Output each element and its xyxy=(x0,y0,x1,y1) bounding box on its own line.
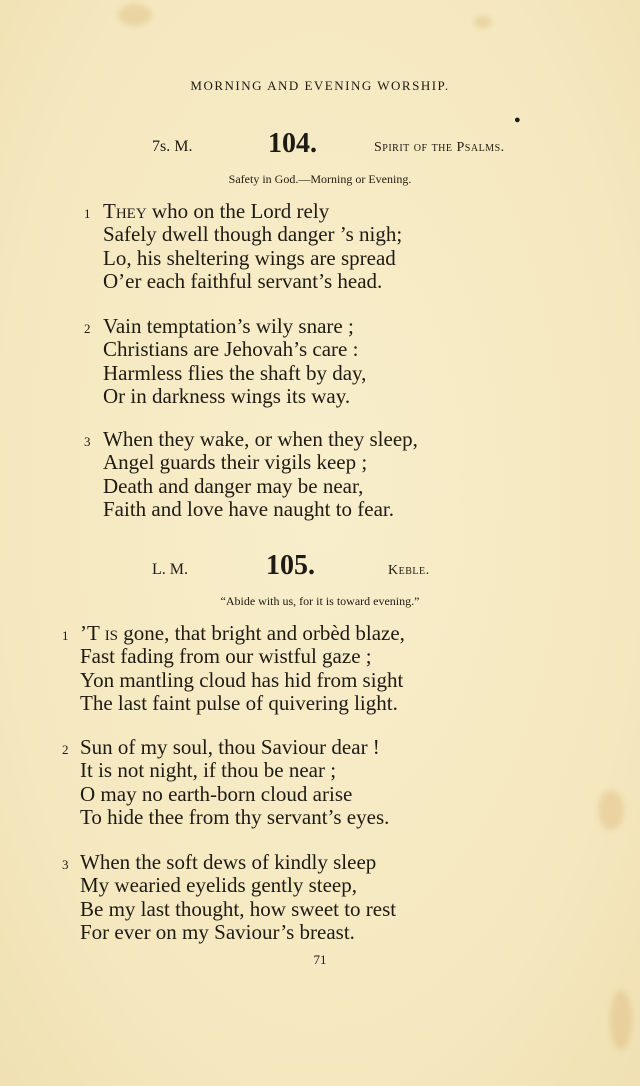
hymn-attribution: Keble. xyxy=(388,563,430,578)
hymn-meter: 7s. M. xyxy=(152,138,193,155)
hymn-number: 104. xyxy=(268,128,317,159)
verse-line: Fast fading from our wistful gaze ; xyxy=(80,644,372,669)
verse-line xyxy=(103,200,402,223)
printer-ornament: ● xyxy=(514,114,521,126)
verse-first-word: ’T is xyxy=(80,621,119,645)
verse-line: O’er each faithful servant’s head. xyxy=(103,268,383,293)
hymn-subtitle: “Abide with us, for it is toward evening.” xyxy=(220,594,420,608)
hymn-104-header xyxy=(0,128,640,164)
verse-line: Harmless flies the shaft by day, xyxy=(103,360,367,385)
verse-line: My wearied eyelids gently steep, xyxy=(80,873,357,898)
stanza-number: 2 xyxy=(84,321,91,336)
paper-stain xyxy=(474,16,492,28)
verse-line: Safely dwell though danger ’s nigh; xyxy=(103,222,403,247)
verse-line: Death and danger may be near, xyxy=(103,473,364,498)
verse-line-text: gone, that bright and orbèd blaze, xyxy=(118,621,405,645)
stanza-number: 3 xyxy=(62,857,69,872)
verse-line: Vain temptation’s wily snare ; xyxy=(103,314,354,338)
stanza xyxy=(84,314,367,408)
running-head: MORNING AND EVENING WORSHIP. xyxy=(190,78,450,93)
verse-line: Sun of my soul, thou Saviour dear ! xyxy=(80,735,380,759)
verse-line: O may no earth-born cloud arise xyxy=(80,781,353,806)
stanza-number: 3 xyxy=(84,434,91,449)
verse-line-text: who on the Lord rely xyxy=(146,199,330,223)
hymn-number: 105. xyxy=(266,550,315,581)
verse-line xyxy=(80,622,405,645)
verse-line: For ever on my Saviour’s breast. xyxy=(80,919,355,944)
page-number: 71 xyxy=(313,952,327,967)
verse-line: Yon mantling cloud has hid from sight xyxy=(80,667,404,692)
stanza xyxy=(62,621,405,715)
verse-line: Christians are Jehovah’s care : xyxy=(103,337,359,362)
stanza-number: 1 xyxy=(84,206,91,221)
verse-line: Be my last thought, how sweet to rest xyxy=(80,896,397,921)
verse-line: Angel guards their vigils keep ; xyxy=(103,450,368,475)
verse-line: Lo, his sheltering wings are spread xyxy=(103,245,396,270)
verse-line: The last faint pulse of quivering light. xyxy=(80,690,398,715)
stanza xyxy=(84,427,418,521)
verse-line: When the soft dews of kindly sleep xyxy=(80,850,377,874)
paper-stain xyxy=(598,790,624,830)
verse-line: When they wake, or when they sleep, xyxy=(103,427,418,451)
verse-line: Faith and love have naught to fear. xyxy=(103,496,394,521)
paper-stain xyxy=(118,4,152,26)
verse-first-word: They xyxy=(103,199,147,223)
hymn-meter: L. M. xyxy=(152,561,188,578)
hymn-105-header xyxy=(0,550,640,586)
stanza xyxy=(62,850,397,944)
paper-stain xyxy=(610,990,632,1050)
verse-line: Or in darkness wings its way. xyxy=(103,383,351,408)
stanza xyxy=(62,735,390,829)
stanza-number: 1 xyxy=(62,628,69,643)
hymn-attribution: Spirit of the Psalms. xyxy=(374,140,505,155)
hymn-subtitle: Safety in God.—Morning or Evening. xyxy=(228,172,412,186)
stanza xyxy=(84,199,403,293)
verse-line: To hide thee from thy servant’s eyes. xyxy=(80,804,390,829)
stanza-number: 2 xyxy=(62,742,69,757)
verse-line: It is not night, if thou be near ; xyxy=(80,758,337,783)
